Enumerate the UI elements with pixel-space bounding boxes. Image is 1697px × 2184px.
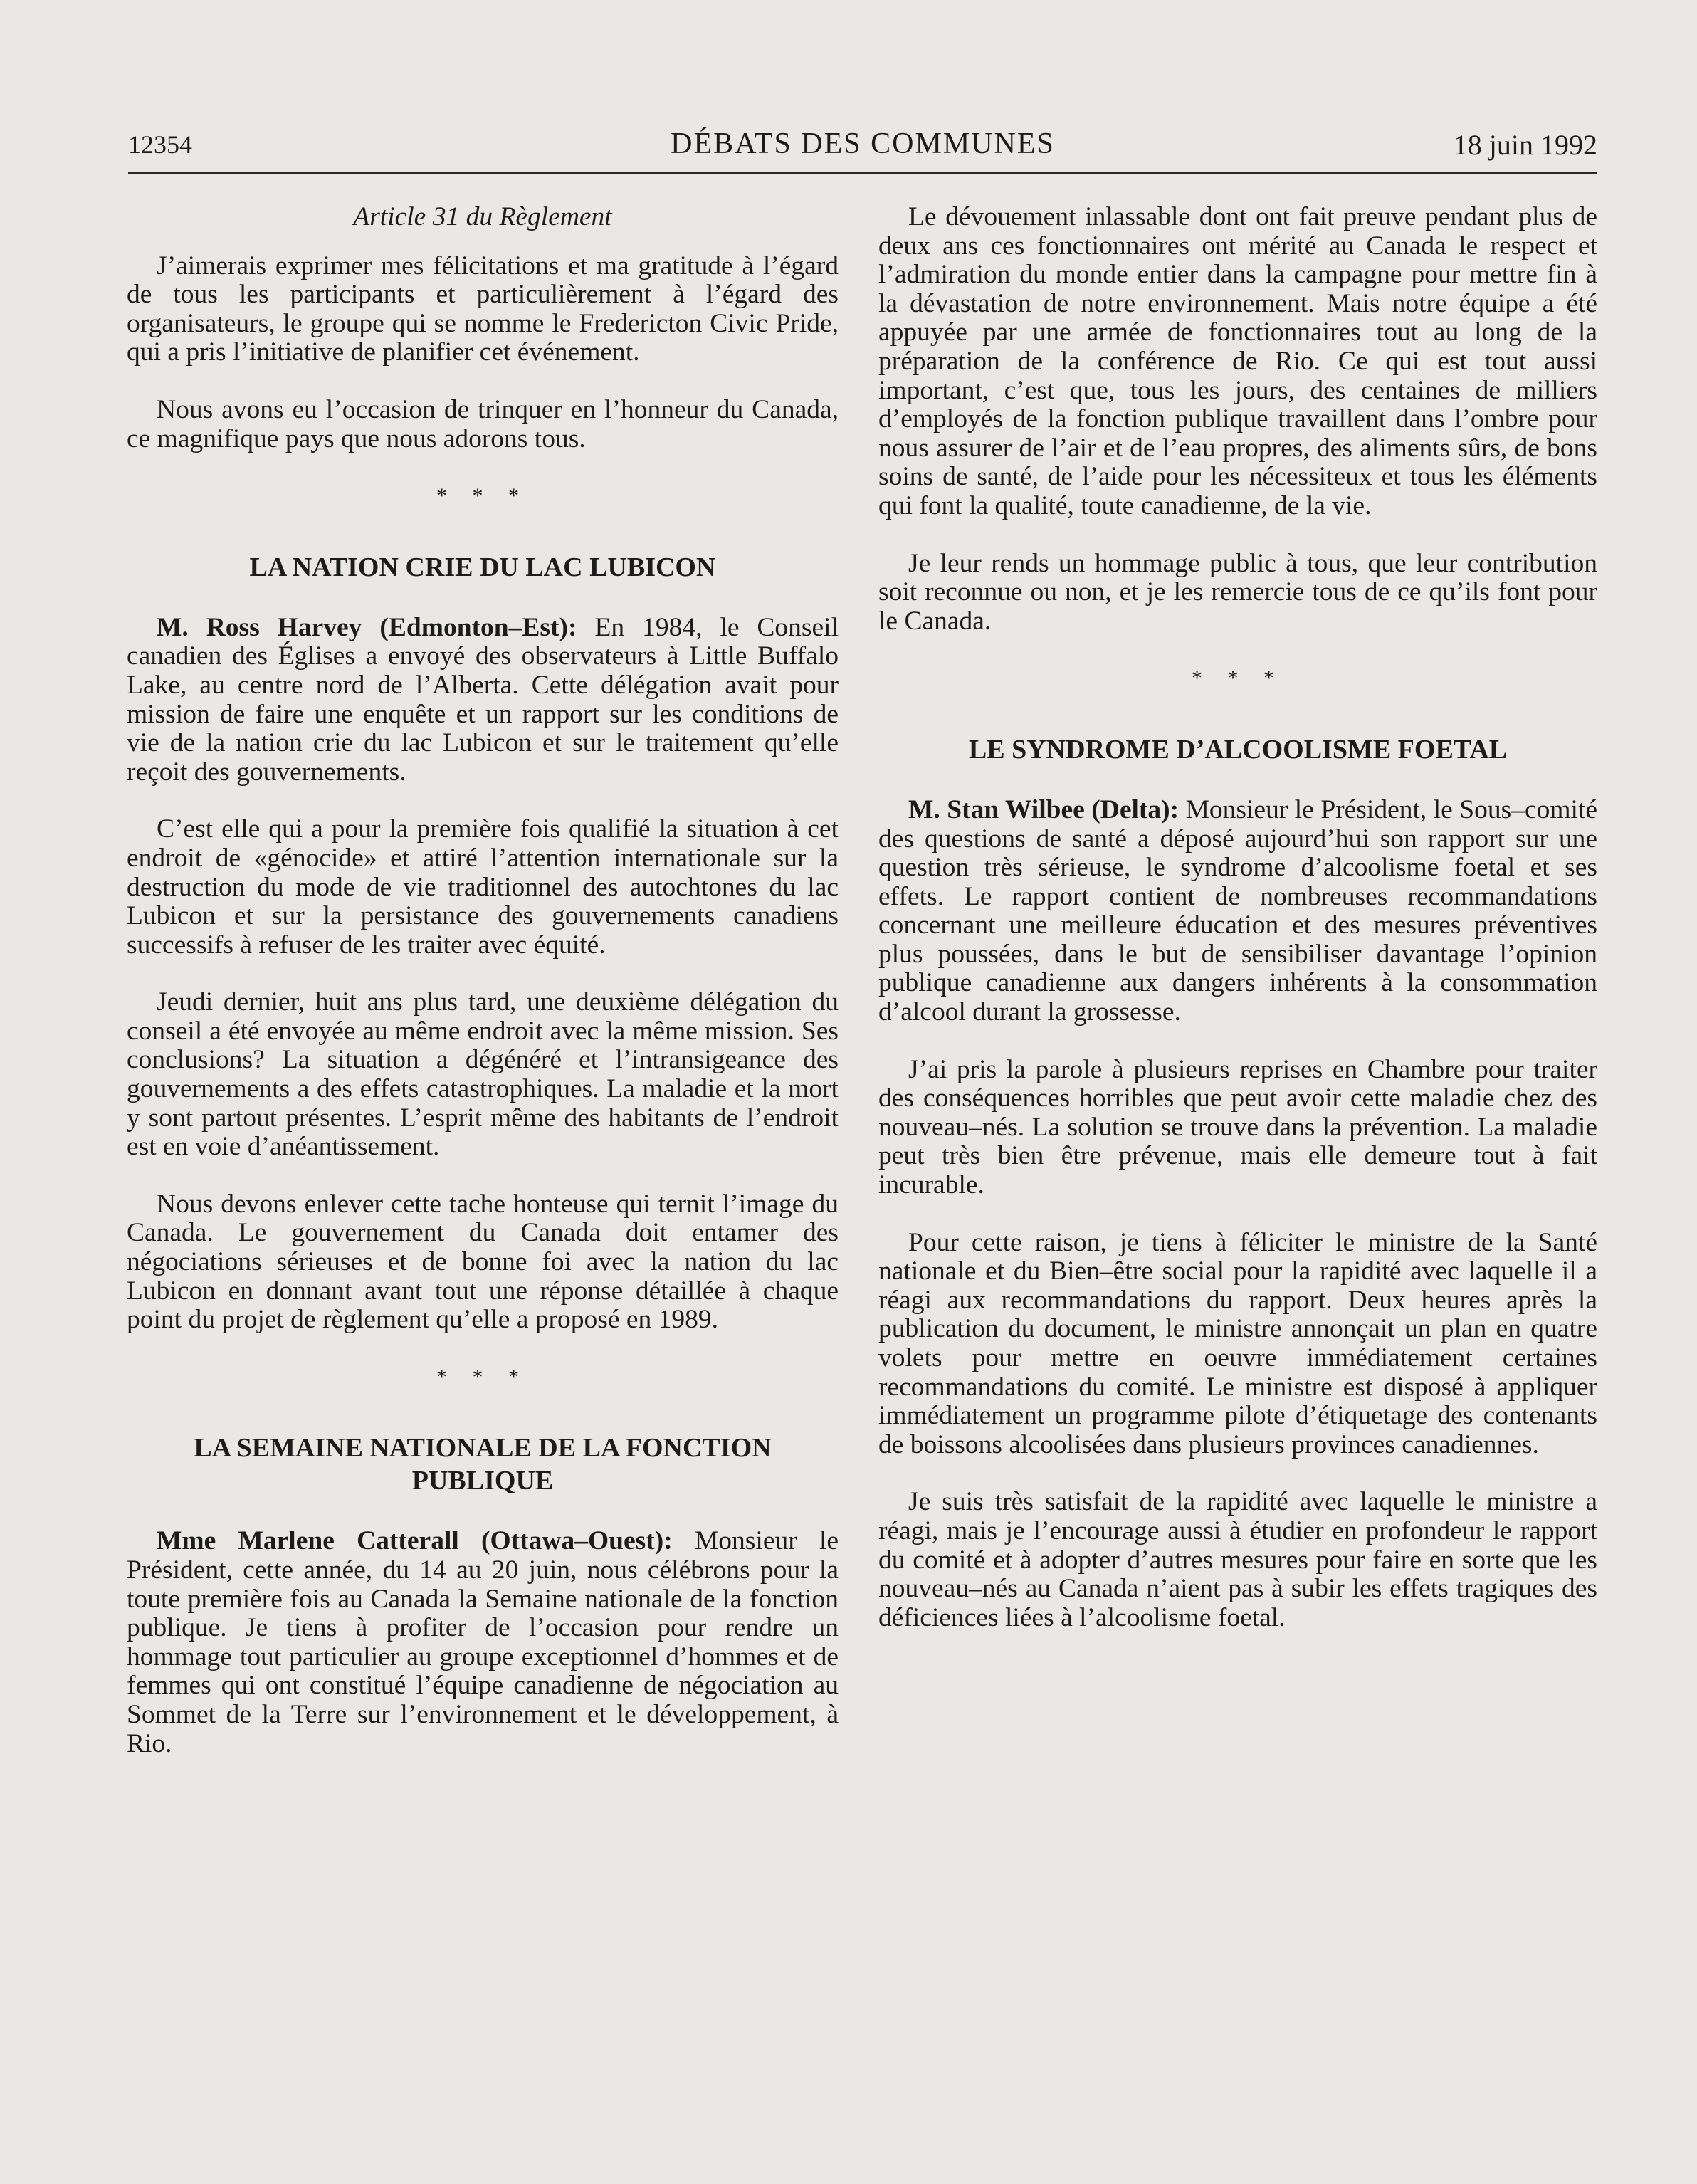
speaker-name: Mme Marlene Catterall (Ottawa–Ouest): bbox=[157, 1526, 673, 1556]
paragraph: Nous devons enlever cette tache honteuse qui ternit l’image du Canada. Le gouvernement du Canada doit entamer des négociations sérieuses et de bonne foi avec la nation du lac Lubicon en donnant avant tout une réponse détaillée à chaque point du projet de règlement qu’elle a proposé en 1989. bbox=[127, 1189, 839, 1335]
publication-title: DÉBATS DES COMMUNES bbox=[671, 127, 1055, 160]
paragraph: Pour cette raison, je tiens à féliciter le ministre de la Santé nationale et du Bien–être social pour la rapidité avec laquelle il a réagi aux recommandations du rapport. Deux heures après la publication du document, le ministre annonçait un plan en quatre volets pour mettre en oeuvre immédiatement certaines recommandations du comité. Le ministre est disposé à appliquer immédiatement un programme pilote d’étiquetage des contenants de boissons alcoolisées dans plusieurs provinces canadiennes. bbox=[878, 1227, 1597, 1459]
section-heading: LA NATION CRIE DU LAC LUBICON bbox=[249, 552, 716, 582]
paragraph: J’aimerais exprimer mes félicitations et ma gratitude à l’égard de tous les participants et particulièrement à l’égard des organisateurs, le groupe qui se nomme le Fredericton Civic Pride, qui a pris l’initiative de planifier cet événement. bbox=[127, 251, 839, 367]
paragraph: Je leur rends un hommage public à tous, que leur contribution soit reconnue ou non, et je les remercie tous de ce qu’ils font pour le Canada. bbox=[878, 548, 1597, 636]
paragraph: Le dévouement inlassable dont ont fait preuve pendant plus de deux ans ces fonctionnaires ont mérité au Canada le respect et l’admiration du monde entier dans la campagne pour mettre fin à la dévastation de notre environnement. Mais notre équipe a été appuyée par une armée de fonctionnaires tout au long de la préparation de la conférence de Rio. Ce qui est tout aussi important, c’est que, tous les jours, des centaines de milliers d’employés de la fonction publique travaillent dans l’ombre pour nous assurer de l’air et de l’eau propres, des aliments sûrs, de bons soins de santé, de l’aide pour les nécessiteux et tous les éléments qui font la qualité, toute canadienne, de la vie. bbox=[878, 202, 1597, 520]
page-number: 12354 bbox=[128, 130, 192, 159]
speaker-name: M. Stan Wilbee (Delta): bbox=[908, 794, 1180, 824]
section-heading: LA SEMAINE NATIONALE DE LA FONCTION PUBLIQUE bbox=[194, 1433, 772, 1496]
paragraph: C’est elle qui a pour la première fois qualifié la situation à cet endroit de «génocide» et attiré l’attention internationale sur la destruction du mode de vie traditionnel des autochtones du lac Lubicon et sur la persistance des gouvernements canadiens successifs à refuser de les traiter avec équité. bbox=[127, 814, 839, 960]
paragraph: Jeudi dernier, huit ans plus tard, une deuxième délégation du conseil a été envoyée au même endroit avec la même mission. Ses conclusions? La situation a dégénéré et l’intransigeance des gouvernements a des effets catastrophiques. La maladie et la mort y sont partout présentes. L’esprit même des habitants de l’endroit est en voie d’anéantissement. bbox=[127, 987, 839, 1162]
paragraph bbox=[878, 796, 1597, 1027]
paragraph: J’ai pris la parole à plusieurs reprises en Chambre pour traiter des conséquences horribles que peut avoir cette maladie chez des nouveau–nés. La solution se trouve dans la prévention. La maladie peut très bien être prévenue, mais elle demeure tout à fait incurable. bbox=[878, 1054, 1597, 1200]
rule-reference: Article 31 du Règlement bbox=[353, 202, 612, 231]
paragraph-text: Monsieur le Président, le Sous–comité des questions de santé a déposé aujourd’hui son rapport sur une question très sérieuse, le syndrome d’alcoolisme foetal et ses effets. Le rapport contient de nombreuses recommandations concernant une meilleure éducation et des mesures préventives plus poussées, dans le but de sensibiliser davantage l’opinion publique canadienne aux dangers inhérents à la consommation d’alcool durant la grossesse. bbox=[878, 794, 1597, 1027]
page-header bbox=[128, 127, 1597, 174]
section-separator: * * * bbox=[436, 484, 529, 508]
section-separator: * * * bbox=[436, 1365, 529, 1389]
speaker-name: M. Ross Harvey (Edmonton–Est): bbox=[157, 612, 577, 642]
paragraph: Nous avons eu l’occasion de trinquer en l’honneur du Canada, ce magnifique pays que nous adorons tous. bbox=[127, 394, 839, 453]
left-column bbox=[127, 203, 839, 1787]
section-separator: * * * bbox=[1192, 666, 1284, 691]
paragraph bbox=[127, 1527, 839, 1758]
paragraph: Je suis très satisfait de la rapidité avec laquelle le ministre a réagi, mais je l’encourage aussi à étudier en profondeur le rapport du comité et à adopter d’autres mesures pour faire en sorte que les nouveau–nés au Canada n’aient pas à subir les effets tragiques des déficiences liées à l’alcoolisme foetal. bbox=[878, 1487, 1597, 1632]
right-column bbox=[878, 203, 1597, 1661]
paragraph-text: Monsieur le Président, cette année, du 14 au 20 juin, nous célébrons pour la toute première fois au Canada la Semaine nationale de la fonction publique. Je tiens à profiter de l’occasion pour rendre un hommage tout particulier au groupe exceptionnel d’hommes et de femmes qui ont constitué l’équipe canadienne de négociation au Sommet de la Terre sur l’environnement et le développement, à Rio. bbox=[127, 1526, 839, 1758]
paragraph bbox=[127, 614, 839, 787]
paragraph-text: En 1984, le Conseil canadien des Églises a envoyé des observateurs à Little Buffalo Lake, au centre nord de l’Alberta. Cette délégation avait pour mission de faire une enquête et un rapport sur les conditions de vie de la nation crie du lac Lubicon et sur le traitement qu’elle reçoit des gouvernements. bbox=[127, 612, 839, 787]
section-heading: LE SYNDROME D’ALCOOLISME FOETAL bbox=[968, 734, 1508, 765]
publication-date: 18 juin 1992 bbox=[1453, 129, 1597, 161]
